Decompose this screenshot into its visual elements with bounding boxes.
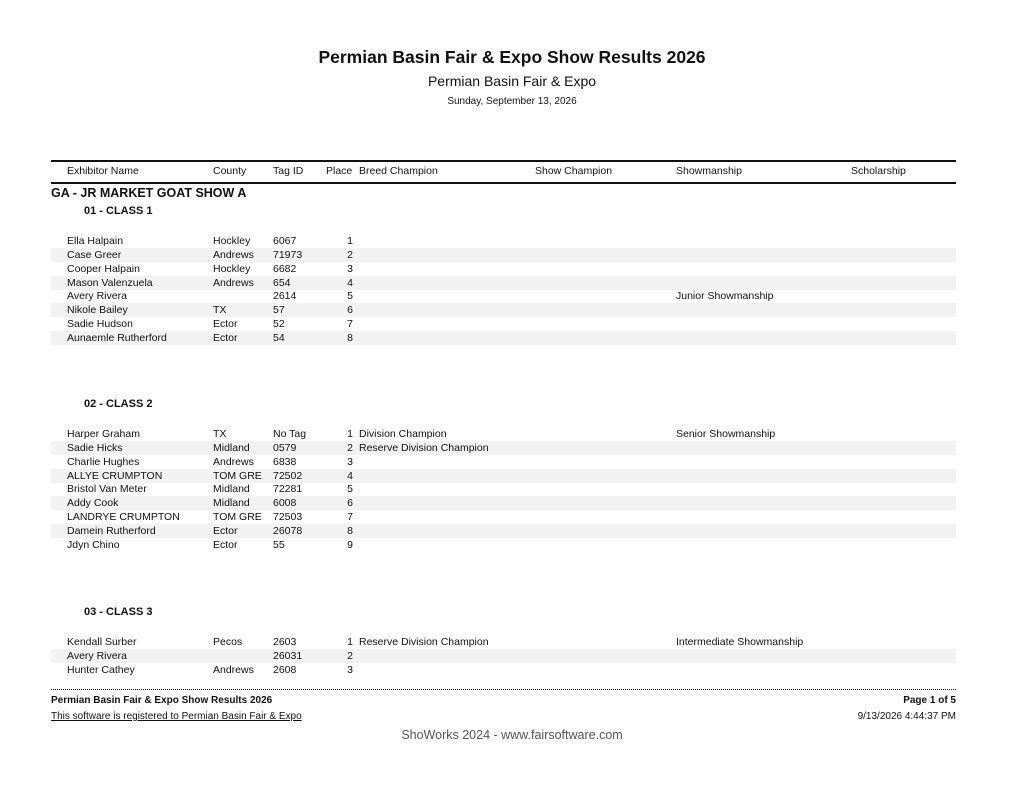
header-rule-bottom (51, 182, 956, 184)
cell-name: ALLYE CRUMPTON (67, 469, 163, 482)
cell-county: TX (213, 428, 227, 440)
footer-page-number: Page 1 of 5 (903, 695, 956, 706)
cell-showmanship: Senior Showmanship (676, 428, 776, 440)
class-heading: 01 - CLASS 1 (84, 205, 153, 217)
cell-tag: 2614 (273, 290, 297, 303)
cell-tag: 6067 (273, 235, 297, 247)
cell-place: 1 (347, 428, 353, 440)
cell-showmanship: Intermediate Showmanship (676, 636, 804, 648)
cell-county: Andrews (213, 663, 254, 676)
cell-name: Nikole Bailey (67, 304, 128, 317)
table-row (51, 262, 956, 276)
cell-tag: 2603 (273, 636, 297, 648)
table-row (51, 538, 956, 552)
cell-tag: No Tag (273, 428, 307, 440)
column-header-tag: Tag ID (273, 165, 304, 177)
cell-place: 5 (347, 290, 353, 303)
cell-place: 5 (347, 483, 353, 496)
report-title: Permian Basin Fair & Expo Show Results 2026 (318, 47, 706, 67)
cell-county: Ector (213, 318, 238, 331)
cell-name: Mason Valenzuela (67, 276, 153, 289)
cell-name: Case Greer (67, 248, 122, 261)
table-row (51, 289, 956, 303)
cell-place: 9 (347, 538, 353, 551)
cell-breed: Division Champion (359, 428, 447, 440)
footer-timestamp: 9/13/2026 4:44:37 PM (857, 711, 956, 722)
cell-place: 3 (347, 455, 353, 468)
cell-tag: 2608 (273, 663, 297, 676)
cell-tag: 0579 (273, 441, 297, 454)
cell-tag: 26031 (273, 649, 303, 662)
cell-breed: Reserve Division Champion (359, 441, 489, 454)
header-rule-top (51, 160, 956, 162)
cell-place: 4 (347, 276, 353, 289)
cell-county: TOM GRE (213, 469, 262, 482)
cell-name: Charlie Hughes (67, 455, 140, 468)
cell-place: 6 (347, 497, 353, 510)
table-row (51, 331, 956, 345)
cell-place: 1 (347, 235, 353, 247)
cell-place: 2 (347, 441, 353, 454)
cell-place: 3 (347, 663, 353, 676)
table-row (51, 317, 956, 331)
table-row (51, 441, 956, 455)
cell-county: Midland (213, 497, 250, 510)
cell-tag: 71973 (273, 248, 303, 261)
cell-name: Damein Rutherford (67, 524, 156, 537)
class-heading: 02 - CLASS 2 (84, 398, 153, 410)
table-row (51, 276, 956, 290)
class-heading: 03 - CLASS 3 (84, 606, 153, 618)
cell-county: Ector (213, 331, 238, 344)
table-row (51, 482, 956, 496)
cell-name: LANDRYE CRUMPTON (67, 511, 180, 524)
cell-county: Pecos (213, 636, 243, 648)
cell-county: TOM GRE (213, 511, 262, 524)
column-header-name: Exhibitor Name (67, 165, 139, 177)
footer-brand: ShoWorks 2024 - www.fairsoftware.com (401, 728, 623, 742)
cell-county: Ector (213, 538, 238, 551)
table-row (51, 496, 956, 510)
cell-name: Cooper Halpain (67, 262, 140, 275)
cell-name: Jdyn Chino (67, 538, 120, 551)
column-header-place: Place (326, 165, 353, 177)
cell-name: Addy Cook (67, 497, 119, 510)
show-name: GA - JR MARKET GOAT SHOW A (51, 186, 247, 200)
column-header-showmanship: Showmanship (676, 165, 742, 177)
cell-county: Andrews (213, 248, 254, 261)
column-header-show: Show Champion (535, 165, 613, 177)
report-date: Sunday, September 13, 2026 (447, 96, 577, 107)
table-row (51, 524, 956, 538)
cell-place: 8 (347, 331, 353, 344)
cell-name: Avery Rivera (67, 290, 127, 303)
cell-tag: 72281 (273, 483, 303, 496)
cell-place: 2 (347, 248, 353, 261)
cell-name: Bristol Van Meter (67, 483, 147, 496)
cell-name: Sadie Hudson (67, 318, 133, 331)
cell-tag: 654 (273, 276, 291, 289)
table-row (51, 303, 956, 317)
cell-place: 3 (347, 262, 353, 275)
cell-name: Kendall Surber (67, 636, 137, 648)
table-row (51, 427, 956, 441)
cell-county: TX (213, 304, 227, 317)
cell-tag: 6838 (273, 455, 297, 468)
cell-tag: 26078 (273, 524, 303, 537)
cell-tag: 54 (273, 331, 285, 344)
footer-title: Permian Basin Fair & Expo Show Results 2026 (51, 695, 273, 706)
cell-name: Hunter Cathey (67, 663, 135, 676)
cell-name: Ella Halpain (67, 235, 124, 247)
cell-county: Ector (213, 524, 238, 537)
cell-place: 2 (347, 649, 353, 662)
cell-place: 7 (347, 511, 353, 524)
column-header-breed: Breed Champion (359, 165, 438, 177)
table-row (51, 469, 956, 483)
column-header-scholarship: Scholarship (851, 165, 906, 177)
cell-breed: Reserve Division Champion (359, 636, 489, 648)
cell-tag: 72503 (273, 511, 303, 524)
table-row (51, 663, 956, 677)
cell-place: 4 (347, 469, 353, 482)
table-row (51, 635, 956, 649)
cell-place: 1 (347, 636, 353, 648)
table-row (51, 455, 956, 469)
cell-tag: 6682 (273, 262, 297, 275)
cell-county: Hockley (213, 262, 251, 275)
cell-tag: 55 (273, 538, 285, 551)
column-header-county: County (213, 165, 247, 177)
cell-place: 8 (347, 524, 353, 537)
cell-tag: 52 (273, 318, 285, 331)
footer-rule (51, 689, 956, 690)
cell-place: 6 (347, 304, 353, 317)
cell-county: Midland (213, 483, 250, 496)
cell-name: Harper Graham (67, 428, 140, 440)
cell-name: Avery Rivera (67, 649, 127, 662)
cell-place: 7 (347, 318, 353, 331)
table-row (51, 234, 956, 248)
table-row (51, 649, 956, 663)
cell-name: Sadie Hicks (67, 441, 123, 454)
cell-name: Aunaemle Rutherford (67, 331, 167, 344)
cell-showmanship: Junior Showmanship (676, 290, 774, 303)
cell-tag: 57 (273, 304, 285, 317)
cell-tag: 72502 (273, 469, 303, 482)
table-row (51, 510, 956, 524)
cell-tag: 6008 (273, 497, 297, 510)
report-subtitle: Permian Basin Fair & Expo (427, 73, 597, 89)
table-row (51, 248, 956, 262)
cell-county: Hockley (213, 235, 251, 247)
cell-county: Andrews (213, 276, 254, 289)
footer-registration: This software is registered to Permian Basin Fair & Expo (51, 711, 302, 722)
cell-county: Midland (213, 441, 250, 454)
cell-county: Andrews (213, 455, 254, 468)
